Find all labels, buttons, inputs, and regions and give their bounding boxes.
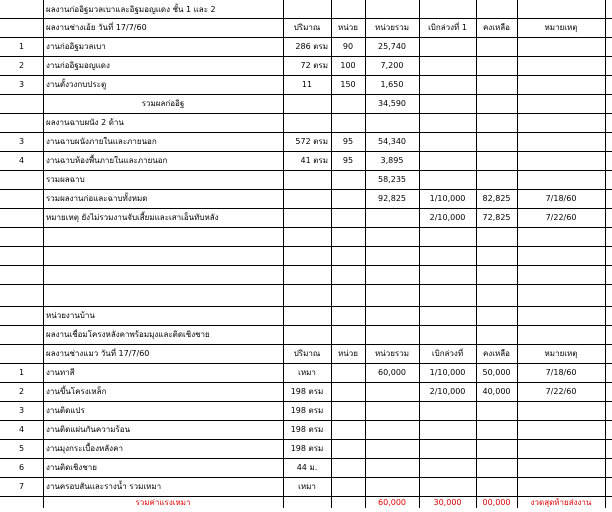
grand-total: 92,825 xyxy=(378,194,406,203)
sum-label: รวมผลก่ออิฐ xyxy=(141,99,185,108)
row-item: งานติดแปร xyxy=(46,406,85,415)
section1-title-row xyxy=(0,0,612,19)
row-unit: 100 xyxy=(340,61,356,70)
header-note: หมายเหตุ xyxy=(544,349,578,358)
row-note: 7/18/60 xyxy=(545,368,577,377)
section2-subtitle-row xyxy=(0,325,612,344)
row-number: 2 xyxy=(19,61,25,70)
row-number: 5 xyxy=(19,444,25,453)
remark-row xyxy=(0,208,612,227)
table-row xyxy=(0,458,612,477)
row-total: 1,650 xyxy=(380,80,404,89)
row-number: 2 xyxy=(19,387,25,396)
row-draw: 2/10,000 xyxy=(429,387,466,396)
table-row xyxy=(0,363,612,382)
row-item: งานฉาบผนังภายในและภายนอก xyxy=(46,137,157,146)
sum-total: 34,590 xyxy=(378,99,406,108)
section-title: หน่วยงานบ้าน xyxy=(46,311,95,320)
row-qty: 198 ตรม xyxy=(290,387,324,396)
sum-label: รวมผลฉาบ xyxy=(46,175,85,184)
row-number: 3 xyxy=(19,137,25,146)
table-row xyxy=(0,420,612,439)
row-qty: 198 ตรม xyxy=(290,425,324,434)
sum-label: รวมค่าแรงเหมา xyxy=(135,498,191,507)
section-subtitle: ผลงานเชื่อมโครงหลังคาพร้อมมุงและติดเชิงชาย xyxy=(46,330,210,339)
remark-balance: 72,825 xyxy=(482,213,511,222)
row-item: งานติดเชิงชาย xyxy=(46,463,97,472)
table-row xyxy=(0,151,612,170)
header-total: หน่วยรวม xyxy=(375,23,409,32)
row-item: งานก่ออิฐมวลเบา xyxy=(46,42,106,51)
row-item: งานก่ออิฐมอญแดง xyxy=(46,61,110,70)
row-qty: เหมา xyxy=(298,368,316,377)
row-qty: 286 ตรม xyxy=(295,42,328,51)
header-draw: เบิกล่วงที่ 1 xyxy=(428,23,467,32)
row-unit: 150 xyxy=(340,80,356,89)
table-row xyxy=(0,56,612,75)
sum-balance: 00,000 xyxy=(482,498,511,507)
subsection-row xyxy=(0,113,612,132)
row-qty: 198 ตรม xyxy=(290,406,324,415)
grand-draw: 1/10,000 xyxy=(429,194,466,203)
row-item: งานฉาบห้องพื้นภายในและภายนอก xyxy=(46,156,168,165)
section2-title-row xyxy=(0,306,612,325)
row-number: 1 xyxy=(19,368,25,377)
table-row xyxy=(0,132,612,151)
sum-total: 60,000 xyxy=(378,498,406,507)
sum-total: 58,235 xyxy=(378,175,406,184)
header-total: หน่วยรวม xyxy=(375,349,409,358)
section1-header-row xyxy=(0,18,612,37)
row-unit: 90 xyxy=(342,42,354,51)
row-unit: 95 xyxy=(342,137,354,146)
table-row xyxy=(0,37,612,56)
row-total: 3,895 xyxy=(380,156,404,165)
sum-draw: 30,000 xyxy=(433,498,462,507)
row-number: 1 xyxy=(19,42,25,51)
row-item: งานขึ้นโครงเหล็ก xyxy=(46,387,107,396)
row-number: 3 xyxy=(19,80,25,89)
grand-balance: 82,825 xyxy=(482,194,511,203)
sum-row xyxy=(0,94,612,113)
row-qty: 572 ตรม xyxy=(295,137,328,146)
row-item: งานตั้งวงกบประตู xyxy=(46,80,107,89)
row-qty: 41 ตรม xyxy=(300,156,328,165)
row-note: 7/22/60 xyxy=(545,387,577,396)
remark-label: หมายเหตุ ยังไม่รวมงานจับเสี้ยมและเสาเอ็นทับหลัง xyxy=(46,213,219,222)
header-label: ผลงานช่างแมว วันที่ 17/7/60 xyxy=(46,349,150,358)
row-balance: 40,000 xyxy=(482,387,511,396)
remark-note: 7/22/60 xyxy=(545,213,577,222)
row-total: 25,740 xyxy=(378,42,406,51)
header-unit: หน่วย xyxy=(338,23,358,32)
row-unit: 95 xyxy=(342,156,354,165)
header-qty: ปริมาณ xyxy=(293,23,321,32)
row-balance: 50,000 xyxy=(482,368,511,377)
grand-total-row xyxy=(0,189,612,208)
row-number: 6 xyxy=(19,463,25,472)
header-note: หมายเหตุ xyxy=(544,23,578,32)
section2-header-row xyxy=(0,344,612,363)
sum-row xyxy=(0,170,612,189)
row-item: งานครอบสันและรางน้ำ รวมเหมา xyxy=(46,482,162,491)
table-row xyxy=(0,401,612,420)
header-balance: คงเหลือ xyxy=(483,349,510,358)
row-number: 4 xyxy=(19,425,25,434)
table-row xyxy=(0,75,612,94)
row-total: 7,200 xyxy=(380,61,404,70)
sum-row xyxy=(0,493,612,512)
row-number: 3 xyxy=(19,406,25,415)
header-unit: หน่วย xyxy=(338,349,358,358)
row-qty: เหมา xyxy=(298,482,316,491)
grand-note: 7/18/60 xyxy=(545,194,577,203)
row-total: 60,000 xyxy=(378,368,406,377)
section-title: ผลงานก่ออิฐมวลเบาและอิฐมอญแดง ชั้น 1 และ 2 xyxy=(46,5,216,14)
row-number: 7 xyxy=(19,482,25,491)
header-label: ผลงานช่างเอ้ย วันที่ 17/7/60 xyxy=(46,23,147,32)
header-balance: คงเหลือ xyxy=(483,23,510,32)
row-total: 54,340 xyxy=(378,137,406,146)
row-number: 4 xyxy=(19,156,25,165)
row-qty: 11 xyxy=(301,80,313,89)
grand-label: รวมผลงานก่อและฉาบทั้งหมด xyxy=(46,194,148,203)
table-row xyxy=(0,382,612,401)
row-qty: 198 ตรม xyxy=(290,444,324,453)
subsection-title: ผลงานฉาบผนัง 2 ด้าน xyxy=(46,118,124,127)
row-draw: 1/10,000 xyxy=(429,368,466,377)
row-item: งานทาสี xyxy=(46,368,75,377)
row-qty: 44 ม. xyxy=(296,463,318,472)
remark-draw: 2/10,000 xyxy=(429,213,466,222)
sum-note: งวดสุดท้ายส่งงาน xyxy=(530,498,592,507)
row-item: งานมุงกระเบื้องหลังคา xyxy=(46,444,123,453)
table-row xyxy=(0,439,612,458)
row-qty: 72 ตรม xyxy=(300,61,328,70)
header-draw: เบิกล่วงที่ xyxy=(431,349,464,358)
header-qty: ปริมาณ xyxy=(293,349,321,358)
row-item: งานติดแผ่นกันความร้อน xyxy=(46,425,131,434)
